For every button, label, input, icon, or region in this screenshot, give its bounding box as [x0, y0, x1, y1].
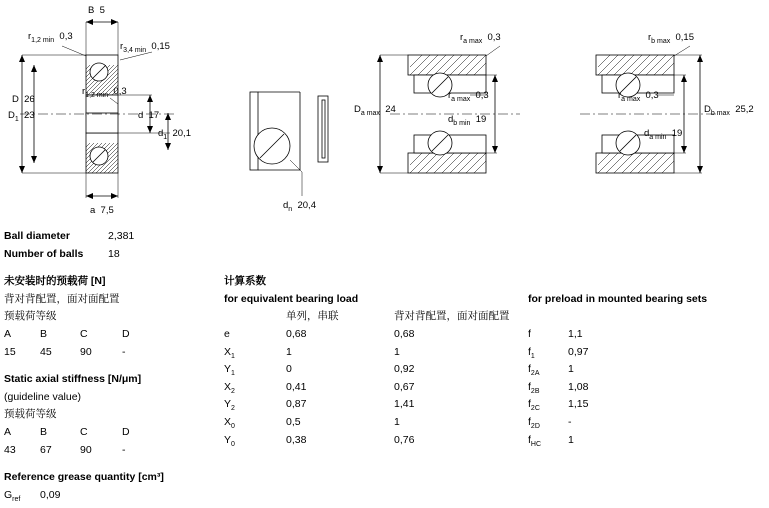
calc-subtitle-row [224, 291, 524, 309]
preload-factors-title-row [528, 291, 766, 309]
technical-drawings [0, 0, 769, 228]
preload-factors-column [528, 228, 766, 449]
grease-value: 0,09 [40, 488, 61, 501]
preload-header-D: D [122, 327, 130, 340]
calculation-factors-column [224, 228, 524, 449]
calc-col-header-1: 单列，串联 [286, 310, 339, 323]
calc-row-X0 [224, 414, 524, 432]
grease-title: Reference grease quantity [cm³] [4, 471, 164, 484]
factor-value-f: 1,1 [568, 327, 583, 340]
preload-header-A: A [4, 327, 12, 340]
calc-X1-v2: 1 [394, 345, 400, 358]
preload-arrangement: 背对背配置，面对面配置 [4, 292, 120, 305]
factor-row-fHC [528, 432, 766, 450]
stiffness-note: (guideline value) [4, 390, 82, 403]
preload-header-row [4, 326, 220, 344]
factor-value-f2D: - [568, 415, 572, 428]
calc-X0-v1: 0,5 [286, 415, 301, 428]
factor-value-f2C: 1,15 [568, 398, 589, 411]
number-of-balls-label: Number of balls [4, 247, 84, 260]
dim-D1: $D_1$ 23 [8, 110, 35, 123]
dim-r34min: $r_{3,4 min}$ 0,15 [120, 41, 170, 54]
dim-B: B 5 [88, 5, 105, 16]
factor-row-f2C [528, 396, 766, 414]
preload-title-row [4, 273, 220, 291]
calc-symbol-Y1: $Y_1$ [224, 363, 235, 378]
factor-symbol-fHC: $f_{HC}$ [528, 433, 542, 448]
calc-symbol-X0: $X_0$ [224, 415, 235, 431]
calc-symbol-X2: $X_2$ [224, 380, 235, 395]
calc-e-v2: 0,68 [394, 327, 415, 340]
calc-X2-v2: 0,67 [394, 380, 415, 393]
dim-dbmin: $d_{b min}$ 19 [448, 114, 487, 127]
factor-value-f2B: 1,08 [568, 380, 589, 393]
calc-symbol-Y2: $Y_2$ [224, 398, 235, 413]
calc-X2-v1: 0,41 [286, 380, 307, 393]
dim-ramax-top-left: $r_{a max}$ 0,3 [460, 32, 501, 45]
stiffness-value-C: 90 [80, 443, 92, 456]
factor-row-f2A [528, 361, 766, 379]
ball-diameter-value: 2,381 [108, 230, 135, 242]
calc-symbol-Y0: $Y_0$ [224, 433, 235, 448]
spacer [4, 361, 220, 371]
preload-value-C: 90 [80, 345, 92, 358]
spacer [528, 246, 766, 264]
dim-rbmax: $r_{b max}$ 0,15 [648, 32, 695, 45]
calc-Y0-v2: 0,76 [394, 433, 415, 446]
stiffness-header-A: A [4, 425, 12, 438]
dim-a: a 7,5 [90, 205, 114, 216]
dim-Damax: $D_{a max}$ 24 [354, 104, 396, 117]
spacer [224, 246, 524, 264]
dim-d1: $d_1$ 20,1 [158, 128, 191, 141]
dim-D: D 26 [12, 94, 35, 105]
calc-symbol-e: e [224, 327, 230, 340]
calc-e-v1: 0,68 [286, 327, 307, 340]
factor-row-f1 [528, 344, 766, 362]
calc-X0-v2: 1 [394, 415, 400, 428]
calc-col-header-row [224, 308, 524, 326]
spacer [4, 263, 220, 273]
calc-title: 计算系数 [224, 275, 266, 288]
stiffness-value-row [4, 442, 220, 460]
stiffness-header-row [4, 424, 220, 442]
factor-symbol-f2D: $f_{2D}$ [528, 415, 540, 431]
stiffness-class-row [4, 406, 220, 424]
specifications-tables [0, 228, 769, 502]
factor-symbol-f: f [528, 327, 531, 340]
number-of-balls-row [4, 246, 220, 264]
dim-damin: $d_{a min}$ 19 [644, 128, 683, 141]
factor-symbol-f2B: $f_{2B}$ [528, 380, 540, 395]
spacer [224, 263, 524, 273]
preload-title: 未安装时的预载荷 [N] [4, 275, 106, 288]
factor-row-f2B [528, 379, 766, 397]
factor-value-fHC: 1 [568, 433, 574, 446]
dim-ramax-inner-right: $r_{a max}$ 0,3 [618, 90, 659, 103]
calc-row-e [224, 326, 524, 344]
stiffness-header-B: B [40, 425, 48, 438]
calc-X1-v1: 1 [286, 345, 292, 358]
factor-symbol-f1: $f_1$ [528, 345, 535, 360]
stiffness-class-label: 预载荷等级 [4, 408, 57, 421]
calc-row-X2 [224, 379, 524, 397]
stiffness-header-D: D [122, 425, 130, 438]
stiffness-title: Static axial stiffness [N/μm] [4, 373, 142, 386]
ball-diameter-row [4, 228, 220, 246]
spacer [528, 263, 766, 273]
spacer [4, 459, 220, 469]
stiffness-value-B: 67 [40, 443, 52, 456]
calc-row-X1 [224, 344, 524, 362]
left-spec-column [4, 228, 220, 504]
factor-row-f2D [528, 414, 766, 432]
factor-row-f [528, 326, 766, 344]
calc-row-Y1 [224, 361, 524, 379]
dim-r12min-top: $r_{1,2 min}$ 0,3 [28, 31, 73, 44]
factor-value-f2A: 1 [568, 363, 574, 376]
stiffness-header-C: C [80, 425, 88, 438]
calc-Y1-v2: 0,92 [394, 363, 415, 376]
preload-value-D: - [122, 345, 126, 358]
calc-row-Y0 [224, 432, 524, 450]
calc-col-header-2: 背对背配置，面对面配置 [394, 310, 510, 323]
preload-factors-title: for preload in mounted bearing sets [528, 292, 708, 305]
factor-value-f1: 0,97 [568, 345, 589, 358]
preload-class-label: 预载荷等级 [4, 310, 57, 323]
stiffness-value-A: 43 [4, 443, 16, 456]
ball-diameter-label: Ball diameter [4, 230, 70, 242]
grease-title-row [4, 469, 220, 487]
dim-Dbmax: $D_{b max}$ 25,2 [704, 104, 754, 117]
preload-class-row [4, 308, 220, 326]
calc-title-row [224, 273, 524, 291]
calc-subtitle: for equivalent bearing load [224, 292, 359, 305]
preload-header-B: B [40, 327, 48, 340]
preload-value-B: 45 [40, 345, 52, 358]
spacer [528, 228, 766, 246]
spacer [528, 273, 766, 291]
preload-header-C: C [80, 327, 88, 340]
calc-symbol-X1: $X_1$ [224, 345, 235, 360]
preload-value-A: 15 [4, 345, 16, 358]
grease-symbol: $G_{ref}$ [4, 488, 21, 503]
preload-arrangement-row [4, 291, 220, 309]
spacer [224, 228, 524, 246]
dim-ramax-inner-left: $r_{a max}$ 0,3 [448, 90, 489, 103]
calc-Y2-v1: 0,87 [286, 398, 307, 411]
stiffness-note-row [4, 389, 220, 407]
stiffness-title-row [4, 371, 220, 389]
stiffness-value-D: - [122, 443, 126, 456]
calc-Y2-v2: 1,41 [394, 398, 415, 411]
dim-d: d 17 [138, 110, 160, 121]
dim-r12min-inner: $r_{1,2 min}$ 0,3 [82, 86, 127, 99]
calc-Y1-v1: 0 [286, 363, 292, 376]
calc-row-Y2 [224, 396, 524, 414]
dim-dn: $d_n$ 20,4 [283, 200, 316, 213]
calc-Y0-v1: 0,38 [286, 433, 307, 446]
factor-symbol-f2C: $f_{2C}$ [528, 398, 540, 413]
number-of-balls-value: 18 [108, 247, 120, 260]
spacer [528, 308, 766, 326]
factor-symbol-f2A: $f_{2A}$ [528, 363, 540, 378]
preload-value-row [4, 344, 220, 362]
